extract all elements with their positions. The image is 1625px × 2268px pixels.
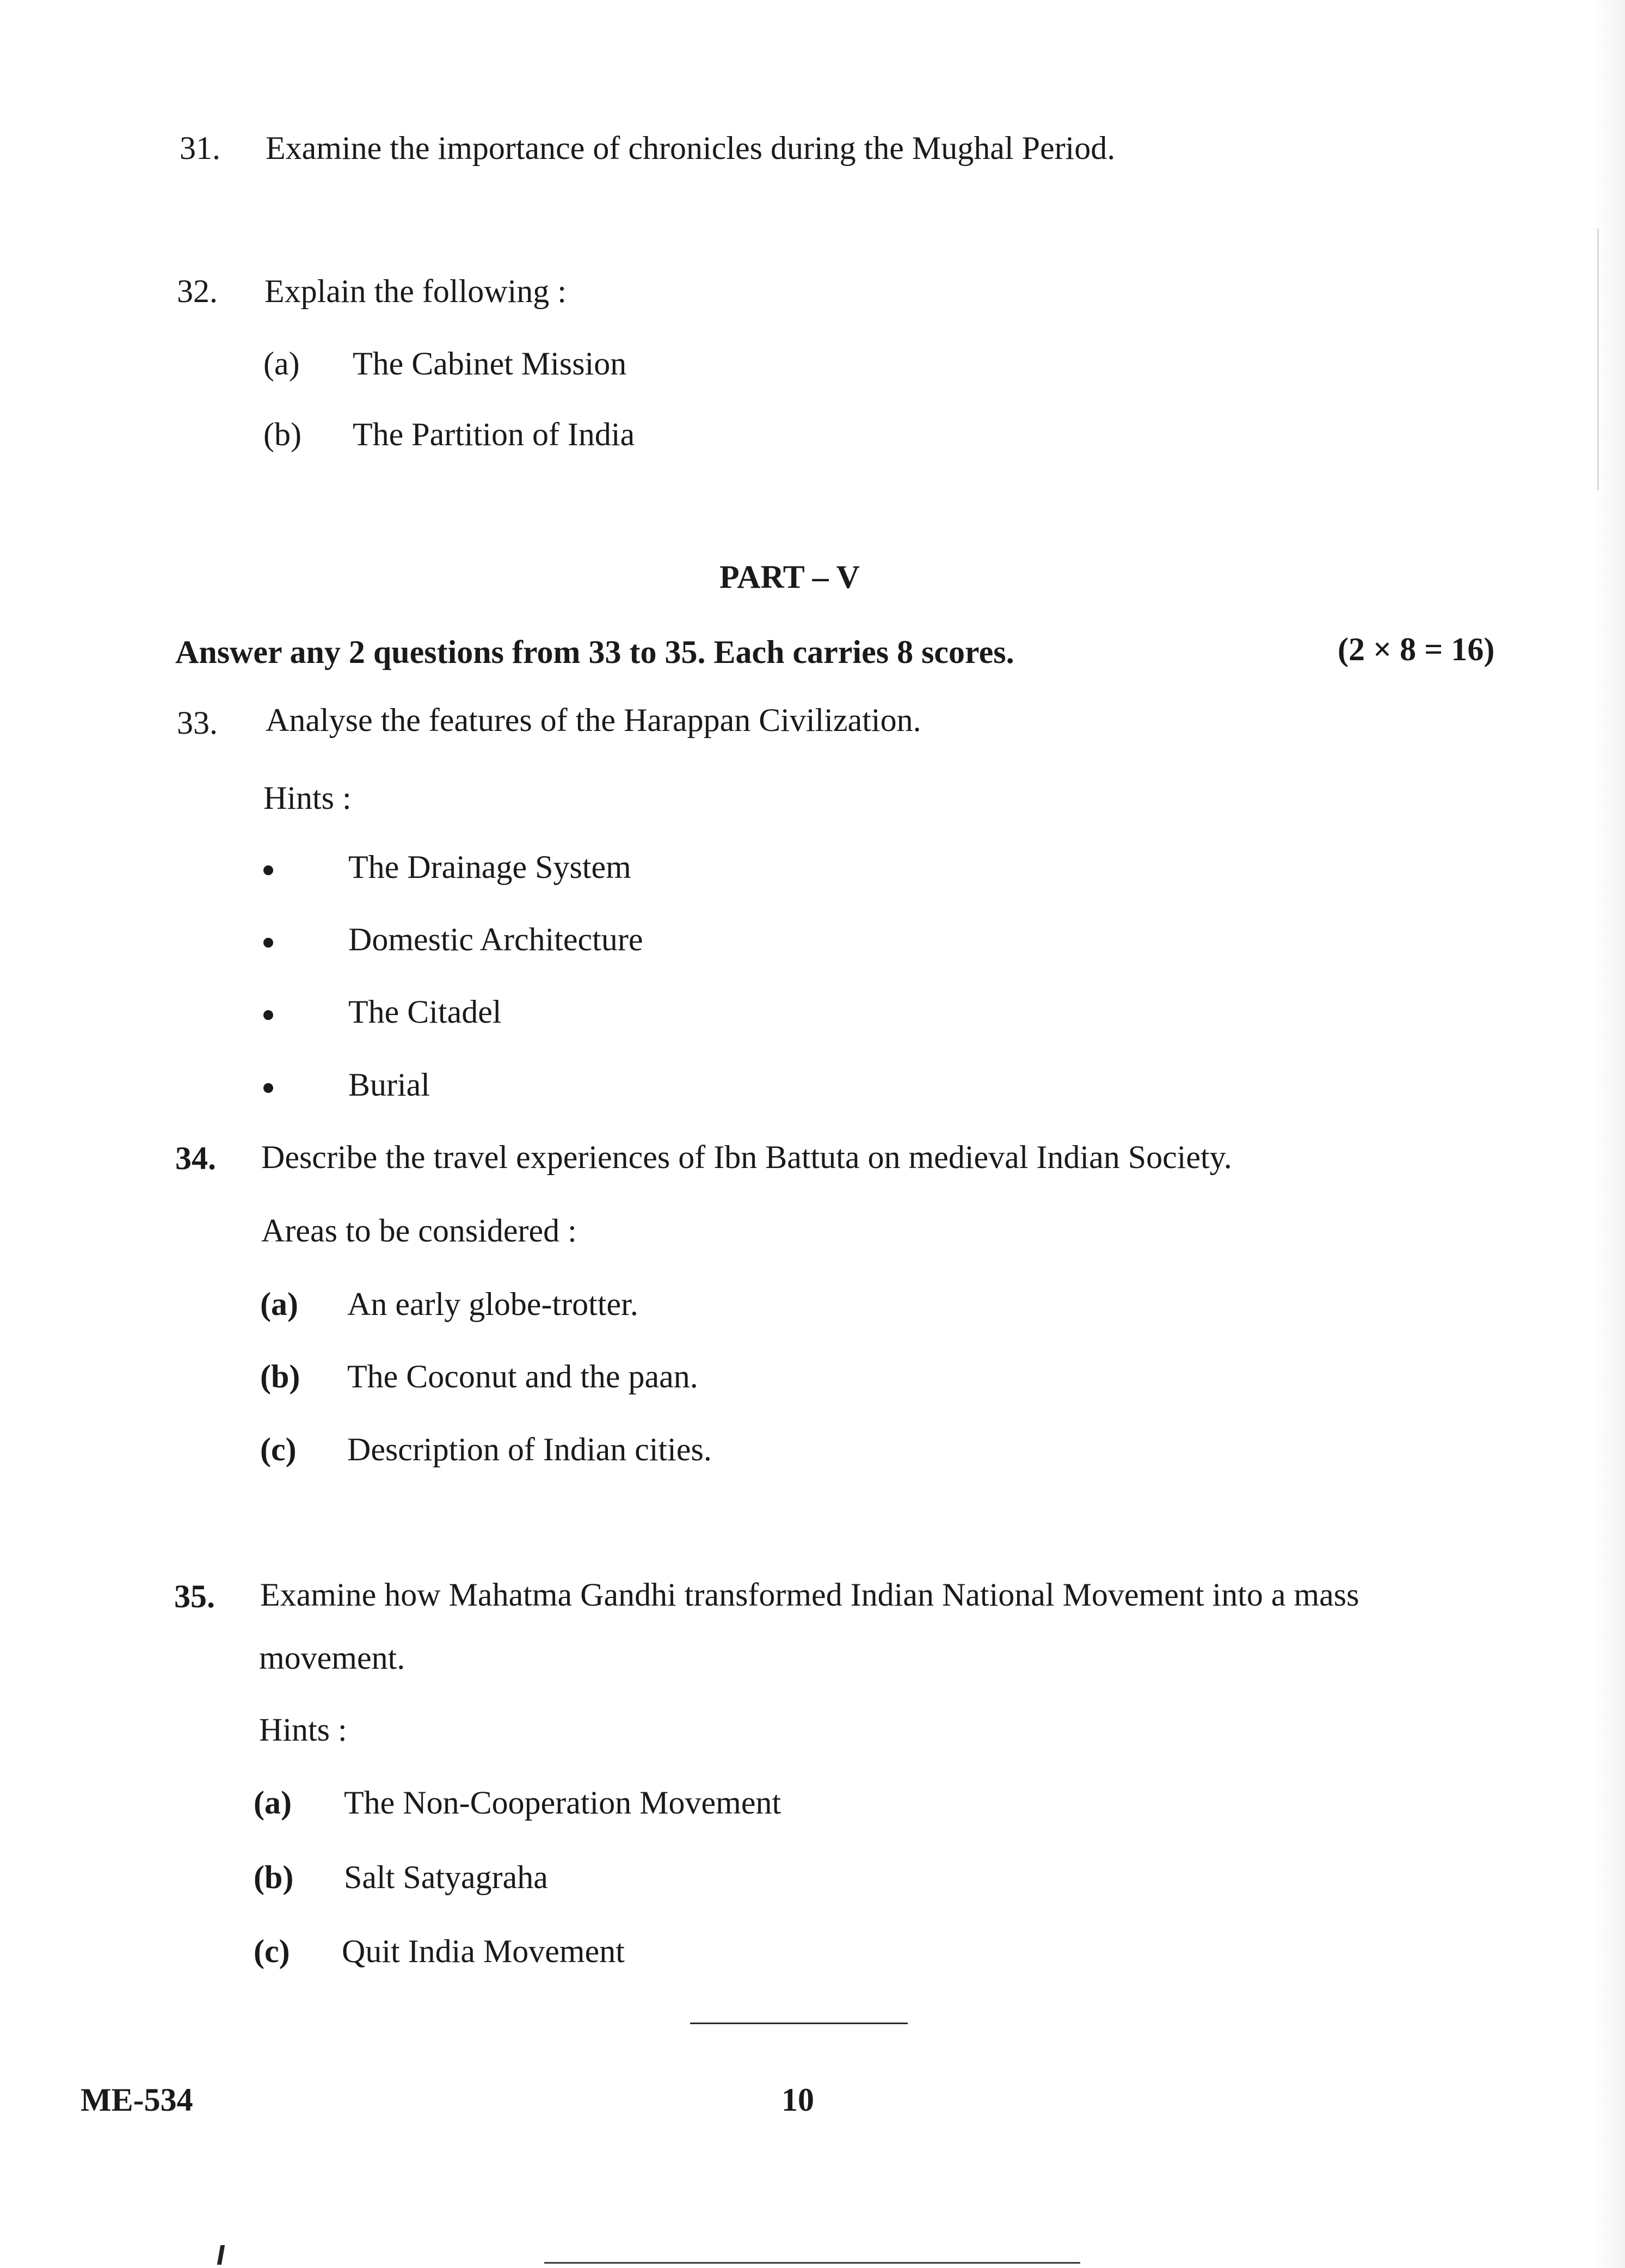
footer-page-number: 10 — [781, 2082, 814, 2118]
question-31-text: Examine the importance of chronicles during the Mughal Period. — [266, 130, 1116, 166]
question-31-number: 31. — [180, 130, 220, 166]
question-33-hint-3: The Citadel — [348, 994, 502, 1030]
question-35-item-b-label: (b) — [254, 1859, 294, 1895]
question-33-hint-2: Domestic Architecture — [348, 921, 643, 957]
question-34-areas-label: Areas to be considered : — [261, 1213, 577, 1249]
bullet-icon — [263, 1083, 273, 1093]
question-34-item-a-text: An early globe-trotter. — [347, 1286, 638, 1322]
question-32-item-b-label: (b) — [263, 416, 301, 452]
bottom-edge-line — [544, 2262, 1080, 2264]
question-33-number: 33. — [177, 705, 218, 741]
question-32-number: 32. — [177, 273, 218, 309]
footer-code: ME-534 — [81, 2082, 193, 2118]
question-33-hints-label: Hints : — [263, 780, 352, 816]
question-34-item-c-text: Description of Indian cities. — [347, 1431, 712, 1467]
question-34-item-b-label: (b) — [260, 1359, 300, 1394]
part-instruction: Answer any 2 questions from 33 to 35. Each carries 8 scores. — [175, 634, 1014, 670]
question-34-text: Describe the travel experiences of Ibn Battuta on medieval Indian Society. — [261, 1139, 1232, 1175]
question-33-text: Analyse the features of the Harappan Civilization. — [266, 702, 921, 738]
question-35-item-a-text: The Non-Cooperation Movement — [344, 1785, 781, 1821]
bullet-icon — [263, 938, 273, 948]
question-35-text-line-1: Examine how Mahatma Gandhi transformed Indian National Movement into a mass — [260, 1577, 1359, 1613]
bullet-icon — [263, 865, 273, 875]
part-marks: (2 × 8 = 16) — [1338, 631, 1495, 667]
question-35-item-c-text: Quit India Movement — [342, 1933, 625, 1969]
bullet-icon — [263, 1010, 273, 1020]
question-32-item-b-text: The Partition of India — [353, 416, 635, 452]
question-35-item-b-text: Salt Satyagraha — [344, 1859, 548, 1895]
question-35-item-c-label: (c) — [254, 1933, 290, 1969]
question-35-hints-label: Hints : — [259, 1712, 347, 1748]
scan-edge-line — [1597, 229, 1599, 490]
question-32-item-a-label: (a) — [263, 346, 300, 382]
question-32-text: Explain the following : — [264, 273, 567, 309]
end-rule — [690, 2023, 908, 2024]
question-34-item-b-text: The Coconut and the paan. — [347, 1359, 698, 1394]
part-title: PART – V — [719, 559, 860, 595]
question-35-item-a-label: (a) — [254, 1785, 292, 1821]
question-35-text-line-2: movement. — [259, 1640, 405, 1676]
question-34-item-c-label: (c) — [260, 1431, 297, 1467]
question-32-item-a-text: The Cabinet Mission — [353, 346, 627, 382]
question-33-hint-4: Burial — [348, 1067, 430, 1103]
question-33-hint-1: The Drainage System — [348, 849, 631, 885]
question-35-number: 35. — [174, 1578, 215, 1614]
question-34-number: 34. — [175, 1140, 216, 1176]
question-34-item-a-label: (a) — [260, 1286, 298, 1322]
scan-mark — [217, 2245, 225, 2265]
